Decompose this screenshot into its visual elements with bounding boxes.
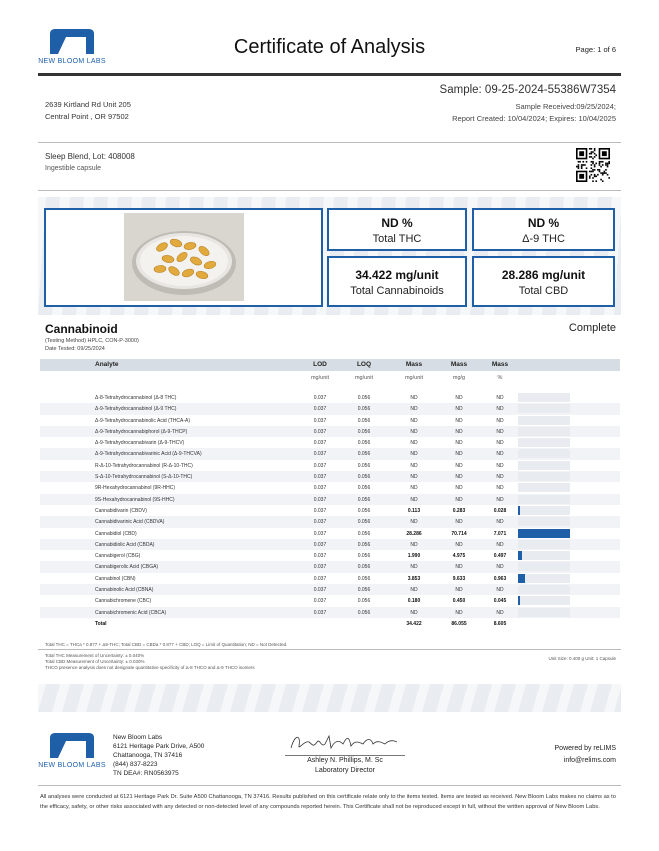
product-name: Sleep Blend, Lot: 408008 (45, 152, 135, 161)
qr-code-icon[interactable] (576, 148, 610, 182)
lod-value: 0.037 (313, 598, 327, 605)
loq-value: 0.056 (357, 541, 371, 548)
lod-value: 0.037 (313, 474, 327, 481)
contact-email[interactable]: info@relims.com (563, 757, 616, 764)
mass-pct: ND (496, 485, 504, 492)
total-cbd-value: 28.286 mg/unit (501, 268, 586, 282)
result-bar-track (518, 483, 570, 492)
mass-mg-unit: 0.180 (407, 598, 421, 605)
total-thc-card (327, 208, 467, 251)
result-bar-track (518, 562, 570, 571)
mass-mg-g: ND (455, 417, 463, 424)
mass-mg-unit: ND (410, 406, 418, 413)
d9-thc-label: Δ-9 THC (522, 233, 565, 245)
mass-mg-unit: ND (410, 609, 418, 616)
lab-info (113, 733, 204, 778)
mass-mg-g: 70.714 (451, 530, 467, 537)
header-loq: LOQ (356, 361, 372, 368)
result-bar-track (518, 608, 570, 617)
mass-mg-unit: ND (410, 474, 418, 481)
result-bar (518, 506, 520, 515)
mass-mg-g: 0.450 (452, 598, 466, 605)
mass-pct: 8.605 (493, 620, 507, 627)
analyte-name: Δ-9-Tetrahydrocannabivarinic Acid (Δ-9-THCVA) (95, 451, 202, 458)
result-bar-track (518, 438, 570, 447)
mass-pct: ND (496, 609, 504, 616)
loq-value: 0.056 (357, 462, 371, 469)
analyte-name: Δ-9-Tetrahydrocannabinol (Δ-9 THC) (95, 406, 177, 413)
mass-pct: ND (496, 406, 504, 413)
signature-image (285, 730, 405, 754)
page-title: Certificate of Analysis (233, 36, 426, 58)
lod-value: 0.037 (313, 553, 327, 560)
mass-mg-g: 86.055 (451, 620, 467, 627)
lod-value: 0.037 (313, 395, 327, 401)
mass-mg-unit: ND (410, 485, 418, 492)
mass-mg-g: ND (455, 451, 463, 458)
mass-pct: ND (496, 451, 504, 458)
mass-mg-unit: ND (410, 462, 418, 469)
total-cannabinoids-card (327, 256, 467, 307)
lod-value: 0.037 (313, 541, 327, 548)
analyte-name: Cannabichromenic Acid (CBCA) (95, 609, 167, 616)
footer-logo (40, 730, 104, 769)
unit-lod: mg/unit (310, 375, 330, 381)
mass-mg-g: 4.975 (452, 553, 466, 560)
client-address (45, 99, 131, 123)
analyte-name: Cannabinolic Acid (CBNA) (95, 587, 154, 594)
note-formula: Total THC = THCa * 0.877 + Δ9-THC; Total CBD = CBDa * 0.877 + CBD; LOQ = Limit of Quantitation; ND = Not Detected. (45, 642, 288, 647)
lod-value: 0.037 (313, 507, 327, 514)
result-bar-track (518, 585, 570, 594)
loq-value: 0.056 (357, 485, 371, 492)
unit-mass-unit: mg/unit (404, 375, 424, 381)
testing-method: (Testing Method) HPLC, CON-P-3000) (45, 338, 139, 344)
lab-dea: TN DEA#: RN0563975 (113, 770, 179, 777)
result-bar-track (518, 540, 570, 549)
mass-mg-g: ND (455, 587, 463, 594)
note-thco: THCO presence analysis does not designate quantitative specificity of Δ-8 THCO and Δ-9 THCO isomers (45, 665, 255, 670)
lod-value: 0.037 (313, 417, 327, 424)
mass-pct: 7.071 (493, 530, 507, 537)
loq-value: 0.056 (357, 395, 371, 401)
result-bar-track (518, 472, 570, 481)
result-bar-track (518, 506, 570, 515)
loq-value: 0.056 (357, 428, 371, 435)
mass-mg-unit: ND (410, 519, 418, 526)
loq-value: 0.056 (357, 587, 371, 594)
mass-mg-g: ND (455, 428, 463, 435)
total-cbd-label: Total CBD (518, 285, 569, 297)
table-row (40, 437, 620, 448)
mass-pct: ND (496, 417, 504, 424)
table-row (40, 392, 620, 403)
product-photo-frame (44, 208, 323, 307)
analyte-name: Δ-8-Tetrahydrocannabinol (Δ-8 THC) (95, 395, 177, 401)
mass-mg-g: ND (455, 609, 463, 616)
note-thc-uncertainty: Total THC Measurement of Uncertainty: ± 0.040% (45, 653, 145, 658)
lod-value: 0.037 (313, 519, 327, 526)
disclaimer: All analyses were conducted at 6121 Heritage Park Dr. Suite A500 Chattanooga, TN 37416. Results published on this certificate relate only to the items tested. Items are tested as received. New Bloom Labs makes no claims as to the efficacy, safety, or other risks associated with any detected or non-detected level of any compounds reported herein. This Certificate shall not be reproduced except in full, without the written approval of New Bloom Labs. (40, 794, 616, 810)
table-row (40, 550, 620, 561)
mass-pct: ND (496, 462, 504, 469)
logo-text: NEW BLOOM LABS (38, 58, 106, 65)
result-bar (518, 574, 525, 583)
loq-value: 0.056 (357, 575, 371, 582)
unit-loq: mg/unit (354, 375, 374, 381)
analyte-name: S-Δ-10-Tetrahydrocannabinol (S-Δ-10-THC) (95, 474, 193, 481)
header-mass-g: Mass (450, 361, 468, 368)
header-rule (38, 73, 621, 76)
mass-mg-g: ND (455, 485, 463, 492)
total-cbd-card (472, 256, 615, 307)
lab-address-1: 6121 Heritage Park Drive, A500 (113, 743, 205, 750)
total-cannabinoids-value: 34.422 mg/unit (355, 268, 439, 282)
lod-value: 0.037 (313, 428, 327, 435)
table-row (40, 607, 620, 618)
sample-received: Sample Received:09/25/2024; (515, 102, 616, 111)
mass-mg-unit: ND (410, 451, 418, 458)
watermark-band (38, 684, 621, 712)
lab-address-2: Chattanooga, TN 37416 (113, 752, 183, 759)
lod-value: 0.037 (313, 485, 327, 492)
analyte-name: Cannabidiolic Acid (CBDA) (95, 541, 155, 548)
analyte-name: R-Δ-10-Tetrahydrocannabinol (R-Δ-10-THC) (95, 462, 193, 469)
table-row (40, 426, 620, 437)
mass-mg-unit: ND (410, 496, 418, 503)
analyte-name: Cannabinol (CBN) (95, 575, 136, 582)
mass-mg-unit: 34.422 (406, 620, 422, 627)
section-title: Cannabinoid (45, 322, 118, 336)
result-bar-track (518, 393, 570, 402)
result-bar-track (518, 461, 570, 470)
loq-value: 0.056 (357, 507, 371, 514)
d9-thc-value: ND % (527, 216, 560, 230)
analyte-name: Δ-9-Tetrahydrocannabinolic Acid (THCA-A) (95, 417, 191, 424)
analyte-name: Cannabidivarinic Acid (CBDVA) (95, 519, 165, 526)
header-mass-unit: Mass (405, 361, 423, 368)
lod-value: 0.037 (313, 440, 327, 447)
analyte-name: Δ-9-Tetrahydrocannabiphorol (Δ-9-THCP) (95, 428, 188, 435)
result-bar-track (518, 517, 570, 526)
result-bar-track (518, 449, 570, 458)
analyte-table-body (40, 392, 620, 629)
mass-mg-unit: ND (410, 541, 418, 548)
mass-mg-unit: ND (410, 428, 418, 435)
lab-phone: (844) 837-8223 (113, 761, 158, 768)
logo-text: NEW BLOOM LABS (38, 762, 106, 769)
mass-pct: ND (496, 541, 504, 548)
mass-mg-g: 9.633 (452, 575, 466, 582)
sample-dates (452, 101, 616, 125)
mass-mg-g: ND (455, 496, 463, 503)
mass-pct: ND (496, 474, 504, 481)
table-row (40, 595, 620, 606)
analyte-name: 9R-Hexahydrocannabinol (9R-HHC) (95, 485, 176, 492)
lod-value: 0.037 (313, 587, 327, 594)
mass-mg-unit: ND (410, 395, 418, 401)
result-bar-track (518, 574, 570, 583)
report-created: Report Created: 10/04/2024; Expires: 10/04/2025 (452, 114, 616, 123)
mass-mg-unit: 3.853 (407, 575, 421, 582)
divider (38, 649, 621, 650)
table-row (40, 494, 620, 505)
table-header (40, 359, 620, 371)
mass-mg-unit: ND (410, 417, 418, 424)
mass-pct: 0.045 (493, 598, 507, 605)
signer-name: Ashley N. Phillips, M. Sc (307, 757, 383, 764)
mass-mg-g: ND (455, 474, 463, 481)
unit-mass-g: mg/g (452, 375, 466, 381)
mass-mg-g: ND (455, 541, 463, 548)
signer-block (270, 756, 420, 776)
table-row (40, 516, 620, 527)
address-line-1: 2639 Kirtland Rd Unit 205 (45, 100, 131, 109)
mass-mg-unit: 0.113 (407, 507, 421, 514)
mass-mg-unit: 1.990 (407, 553, 421, 560)
table-units (40, 374, 620, 384)
mass-mg-unit: ND (410, 564, 418, 571)
result-bar-track (518, 416, 570, 425)
result-bar (518, 529, 570, 538)
lod-value: 0.037 (313, 496, 327, 503)
powered-by-text: Powered by reLIMS (554, 745, 616, 752)
loq-value: 0.056 (357, 496, 371, 503)
mass-mg-g: ND (455, 440, 463, 447)
table-row (40, 448, 620, 459)
analyte-name: Cannabidiol (CBD) (95, 530, 137, 537)
total-thc-label: Total THC (372, 233, 422, 245)
lod-value: 0.037 (313, 462, 327, 469)
mass-mg-unit: ND (410, 440, 418, 447)
table-notes (45, 642, 287, 671)
table-row (40, 539, 620, 550)
mass-pct: ND (496, 395, 504, 401)
unit-mass-pct: % (497, 375, 503, 381)
result-bar (518, 551, 522, 560)
lod-value: 0.037 (313, 451, 327, 458)
result-bar-track (518, 596, 570, 605)
table-row (40, 403, 620, 414)
lod-value: 0.037 (313, 530, 327, 537)
table-row (40, 584, 620, 595)
product-info (45, 151, 135, 175)
mass-mg-g: ND (455, 462, 463, 469)
lod-value: 0.037 (313, 575, 327, 582)
mass-pct: 0.497 (493, 553, 507, 560)
result-bar-track (518, 495, 570, 504)
analyte-name: Cannabichromene (CBC) (95, 598, 152, 605)
mass-mg-g: ND (455, 519, 463, 526)
analyte-name: Δ-9-Tetrahydrocannabivarin (Δ-9-THCV) (95, 440, 185, 447)
loq-value: 0.056 (357, 406, 371, 413)
result-bar-track (518, 529, 570, 538)
loq-value: 0.056 (357, 474, 371, 481)
result-bar (518, 596, 520, 605)
header-lod: LOD (313, 361, 327, 368)
lod-value: 0.037 (313, 609, 327, 616)
signer-title: Laboratory Director (315, 767, 375, 774)
address-line-2: Central Point , OR 97502 (45, 112, 129, 121)
loq-value: 0.056 (357, 451, 371, 458)
mass-pct: ND (496, 519, 504, 526)
analyte-name: 9S-Hexahydrocannabinol (9S-HHC) (95, 496, 175, 503)
table-row (40, 415, 620, 426)
table-row (40, 482, 620, 493)
logo-mark-icon (46, 730, 98, 760)
section-meta (45, 337, 139, 353)
loq-value: 0.056 (357, 564, 371, 571)
table-row (40, 460, 620, 471)
mass-mg-unit: 28.286 (406, 530, 422, 537)
product-photo (124, 213, 244, 301)
page-number: Page: 1 of 6 (575, 45, 616, 54)
total-cannabinoids-label: Total Cannabinoids (350, 285, 444, 297)
loq-value: 0.056 (357, 530, 371, 537)
section-status: Complete (568, 322, 616, 334)
mass-pct: 0.028 (493, 507, 507, 514)
analyte-name: Cannabigerol (CBG) (95, 553, 141, 560)
mass-pct: ND (496, 440, 504, 447)
result-bar-track (518, 551, 570, 560)
loq-value: 0.056 (357, 553, 371, 560)
mass-mg-g: ND (455, 564, 463, 571)
loq-value: 0.056 (357, 519, 371, 526)
table-row (40, 505, 620, 516)
table-row (40, 528, 620, 539)
mass-mg-g: ND (455, 406, 463, 413)
header-mass-pct: Mass (491, 361, 509, 368)
divider (38, 190, 621, 191)
unit-size: Unit Size: 0.400 g Unit: 1 Capsule (548, 656, 616, 661)
lab-name: New Bloom Labs (113, 734, 163, 741)
mass-mg-g: ND (455, 395, 463, 401)
mass-mg-unit: ND (410, 587, 418, 594)
mass-pct: ND (496, 428, 504, 435)
analyte-name: Cannabidivarin (CBDV) (95, 507, 147, 514)
loq-value: 0.056 (357, 440, 371, 447)
analyte-name: Cannabigerolic Acid (CBGA) (95, 564, 159, 571)
d9-thc-card (472, 208, 615, 251)
total-thc-value: ND % (381, 216, 413, 230)
loq-value: 0.056 (357, 417, 371, 424)
date-tested: Date Tested: 09/25/2024 (45, 346, 105, 352)
header-analyte: Analyte (95, 361, 119, 368)
table-row (40, 573, 620, 584)
lod-value: 0.037 (313, 406, 327, 413)
mass-pct: ND (496, 564, 504, 571)
divider (38, 142, 621, 143)
mass-mg-g: 0.283 (452, 507, 466, 514)
result-bar-track (518, 427, 570, 436)
footer-rule (38, 785, 621, 786)
watermark-pattern (38, 684, 621, 712)
note-cbd-uncertainty: Total CBD Measurement of Uncertainty: ± 0.030% (45, 659, 145, 664)
analyte-name: Total (95, 620, 107, 627)
mass-pct: ND (496, 587, 504, 594)
table-row (40, 618, 620, 629)
table-row (40, 471, 620, 482)
loq-value: 0.056 (357, 598, 371, 605)
mass-pct: ND (496, 496, 504, 503)
lod-value: 0.037 (313, 564, 327, 571)
loq-value: 0.056 (357, 609, 371, 616)
table-row (40, 561, 620, 572)
result-bar-track (518, 404, 570, 413)
mass-pct: 0.963 (493, 575, 507, 582)
sample-id: Sample: 09-25-2024-55386W7354 (439, 84, 616, 96)
product-type: Ingestible capsule (45, 165, 102, 172)
powered-by (555, 743, 616, 767)
